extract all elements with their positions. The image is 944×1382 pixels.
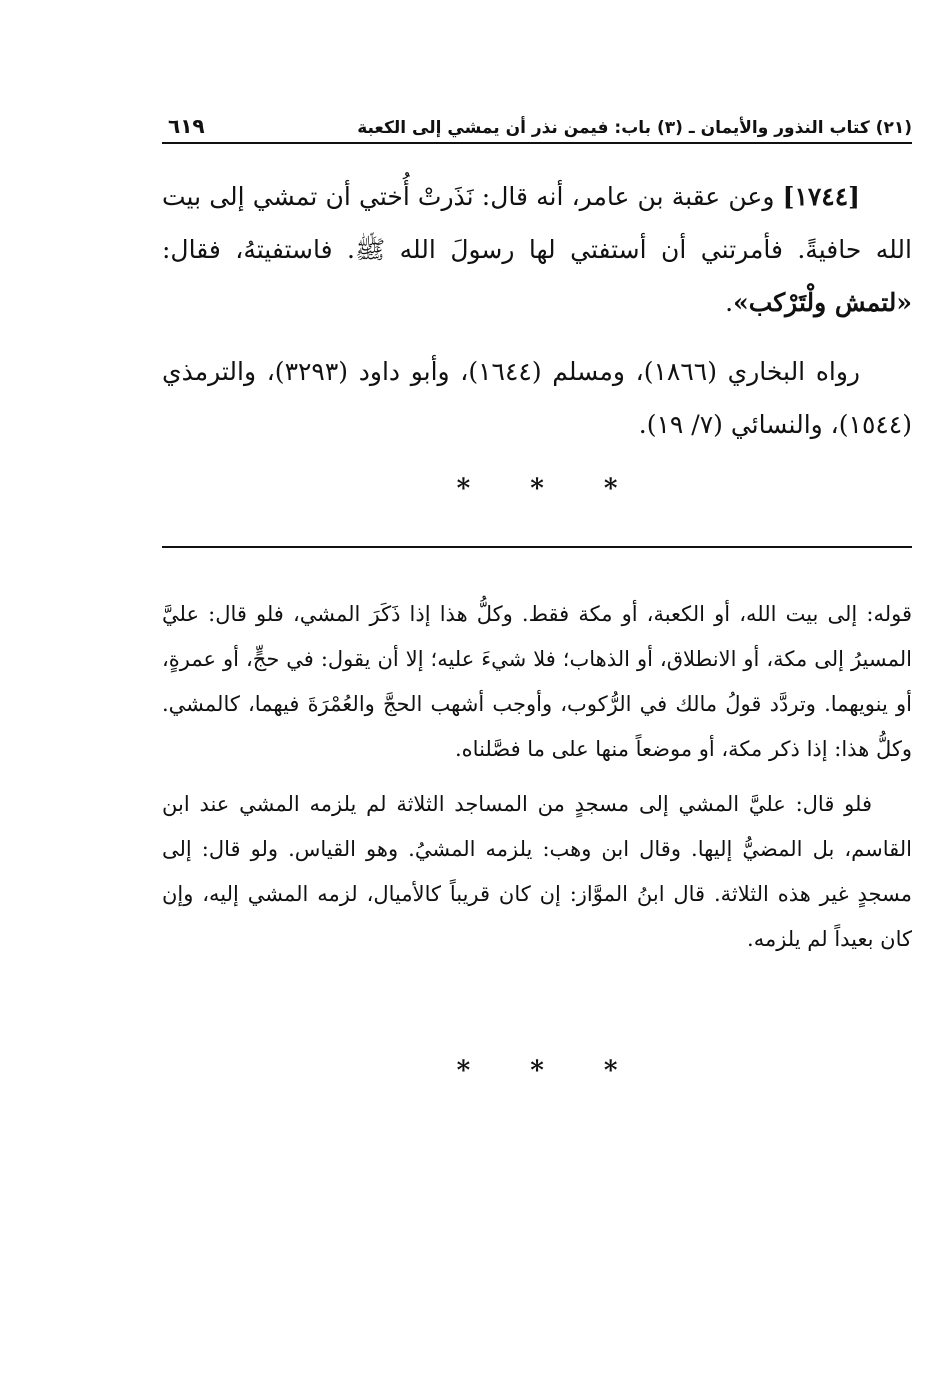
hadith-block	[162, 170, 912, 451]
star-ornament: *	[530, 474, 544, 504]
section-separator-bottom	[162, 1056, 912, 1086]
star-ornament: *	[603, 474, 618, 504]
hadith-text: وعن عقبة بن عامر، أنه قال: نَذَرتْ أُختي أن تمشي إلى بيت الله حافيةً. فأمرتني أن أستفتي لها رسولَ الله ﷺ. فاستفيتهُ، فقال:	[162, 182, 912, 264]
page-number: ٦١٩	[168, 114, 205, 138]
prophetic-quote: «لتمش ولْتَرْكب»	[733, 288, 912, 317]
star-ornament: *	[603, 1056, 618, 1086]
footnote-divider	[162, 546, 912, 548]
hadith-end: .	[725, 288, 734, 317]
commentary-block	[162, 592, 912, 962]
star-ornament: *	[456, 474, 471, 504]
star-ornament: *	[456, 1056, 471, 1086]
takhrij-paragraph: رواه البخاري (١٨٦٦)، ومسلم (١٦٤٤)، وأبو داود (٣٢٩٣)، والترمذي (١٥٤٤)، والنسائي (٧/ ١٩).	[162, 357, 912, 439]
chapter-title: (٢١) كتاب النذور والأيمان ـ (٣) باب: فيمن نذر أن يمشي إلى الكعبة	[357, 118, 912, 138]
star-ornament: *	[530, 1056, 544, 1086]
commentary-paragraph-1: قوله: إلى بيت الله، أو الكعبة، أو مكة فقط. وكلُّ هذا إذا ذَكَرَ المشي، فلو قال: عليَّ المسيرُ إلى مكة، أو الانطلاق، أو الذهاب؛ فلا شيءَ عليه؛ إلا أن يقول: في حجٍّ، أو عمرةٍ، أو ينويهما. وتردَّد قولُ مالك في الرُّكوب، وأوجب أشهب الحجَّ والعُمْرَةَ فيهما، كالمشي. وكلُّ هذا: إذا ذكر مكة، أو موضعاً منها على ما فصَّلناه.	[162, 602, 912, 761]
hadith-paragraph	[162, 170, 912, 329]
commentary-paragraph-2: فلو قال: عليَّ المشي إلى مسجدٍ من المساجد الثلاثة لم يلزمه المشي عند ابن القاسم، بل المضيُّ إليها. وقال ابن وهب: يلزمه المشيُ. وهو القياس. ولو قال: إلى مسجدٍ غير هذه الثلاثة. قال ابنُ الموَّاز: إن كان قريباً كالأميال، لزمه المشي إليه، وإن كان بعيداً لم يلزمه.	[162, 792, 912, 951]
running-header	[162, 108, 912, 144]
section-separator-top	[162, 474, 912, 504]
hadith-number: [١٧٤٤]	[782, 182, 860, 211]
